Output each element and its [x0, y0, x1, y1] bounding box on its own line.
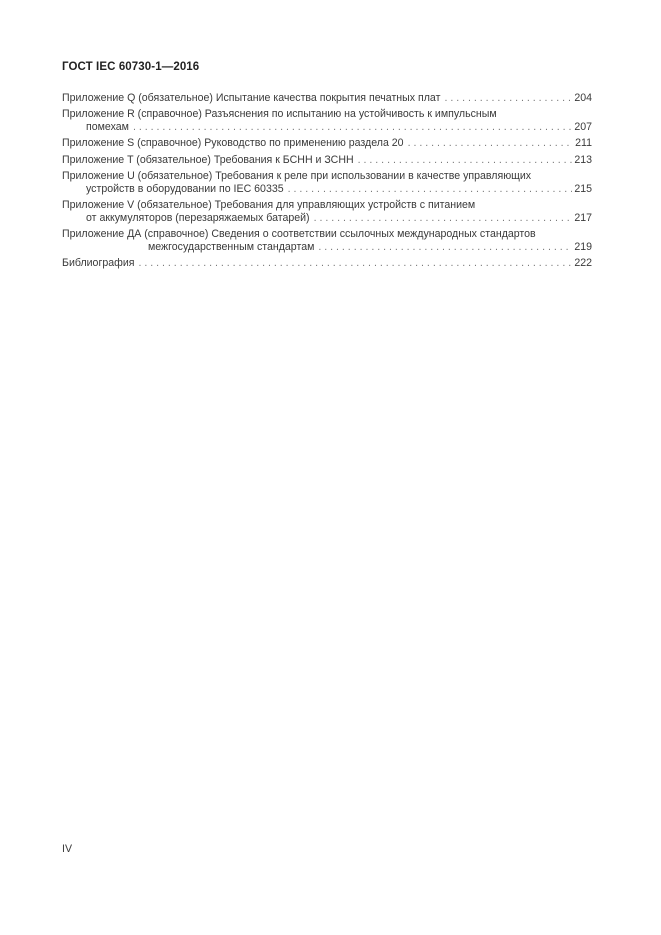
dot-leader [314, 212, 573, 225]
table-of-contents [62, 92, 592, 274]
dot-leader [318, 241, 572, 254]
dot-leader [138, 257, 572, 270]
toc-page-number: 222 [574, 257, 592, 270]
dot-leader [288, 183, 573, 196]
toc-entry-title: Приложение ДА (справочное) Сведения о соответствии ссылочных международных стандартов [62, 228, 536, 241]
toc-page-number: 204 [574, 92, 592, 104]
toc-entry-title-continuation: межгосударственным стандартам [148, 241, 315, 254]
toc-entry-title-continuation: помехам [86, 121, 129, 134]
dot-leader [358, 154, 573, 167]
toc-entry-title: Приложение Q (обязательное) Испытание качества покрытия печатных плат [62, 92, 441, 104]
toc-page-number: 211 [575, 137, 592, 150]
document-header: ГОСТ IEC 60730-1—2016 [62, 61, 200, 73]
toc-entry-annex-v[interactable] [62, 199, 592, 225]
toc-page-number: 213 [574, 153, 592, 166]
toc-entry-annex-q[interactable] [62, 92, 592, 105]
toc-entry-title-continuation: устройств в оборудовании по IEC 60335 [86, 182, 284, 195]
toc-page-number: 207 [574, 121, 592, 134]
dot-leader [408, 137, 574, 150]
toc-entry-title: Приложение R (справочное) Разъяснения по испытанию на устойчивость к импульсным [62, 108, 497, 121]
toc-entry-annex-r[interactable] [62, 108, 592, 134]
toc-entry-title: Приложение V (обязательное) Требования для управляющих устройств с питанием [62, 198, 476, 211]
toc-entry-title: Приложение T (обязательное) Требования к БСНН и ЗСНН [62, 153, 354, 166]
dot-leader [444, 92, 572, 105]
toc-page-number: 217 [574, 211, 592, 224]
toc-entry-title: Библиография [62, 257, 135, 270]
toc-entry-title: Приложение U (обязательное) Требования к реле при использовании в качестве управляющих [62, 169, 532, 182]
dot-leader [133, 121, 572, 134]
toc-entry-bibliography[interactable] [62, 257, 592, 270]
toc-entry-annex-t[interactable] [62, 154, 592, 167]
toc-entry-annex-u[interactable] [62, 170, 592, 196]
toc-entry-annex-s[interactable] [62, 137, 592, 150]
page-number: IV [62, 843, 73, 855]
toc-page-number: 219 [574, 241, 592, 254]
toc-entry-annex-da[interactable] [62, 228, 592, 254]
toc-entry-title-continuation: от аккумуляторов (перезаряжаемых батарей) [86, 211, 310, 224]
toc-entry-title: Приложение S (справочное) Руководство по применению раздела 20 [62, 137, 404, 150]
toc-page-number: 215 [574, 182, 592, 195]
